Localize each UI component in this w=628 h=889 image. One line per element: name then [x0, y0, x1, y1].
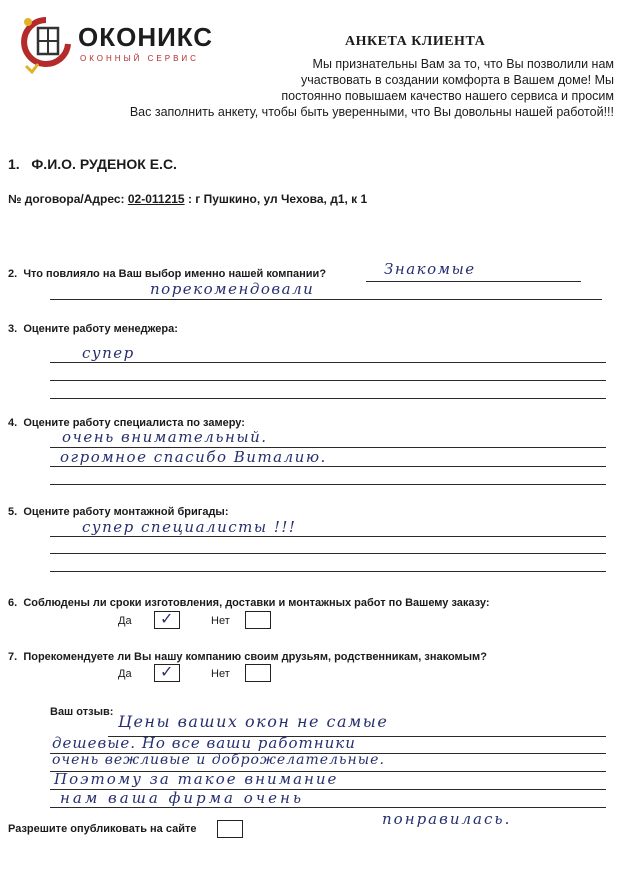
question-text: Соблюдены ли сроки изготовления, доставки и монтажных работ по Вашему заказу:	[23, 597, 490, 609]
answer-line	[50, 466, 606, 467]
question-text: Порекомендуете ли Вы нашу компанию своим друзьям, родственникам, знакомым?	[23, 651, 487, 663]
item-number: 1.	[8, 156, 20, 172]
question-number: 7.	[8, 651, 18, 663]
intro-line: участвовать в создании комфорта в Вашем доме! Мы	[300, 73, 614, 87]
answer-4-line-1: очень внимательный.	[62, 428, 268, 446]
question-3	[8, 323, 178, 335]
review-text-line: нам ваша фирма очень	[60, 789, 305, 807]
question-number: 2.	[8, 268, 18, 280]
publish-label: Разрешите опубликовать на сайте	[8, 823, 197, 835]
logo-tagline: ОКОННЫЙ СЕРВИС	[80, 54, 199, 63]
answer-5: супер специалисты !!!	[82, 518, 297, 536]
publish-checkbox[interactable]	[217, 820, 243, 838]
answer-line	[366, 281, 581, 282]
yes-checkbox[interactable]	[154, 611, 180, 629]
client-address: : г Пушкино, ул Чехова, д1, к 1	[187, 192, 368, 206]
question-number: 3.	[8, 323, 18, 335]
question-7	[8, 651, 487, 663]
check-mark-icon: ✓	[160, 609, 174, 628]
yes-label: Да	[118, 668, 132, 680]
answer-4-line-2: огромное спасибо Виталию.	[60, 448, 327, 466]
client-fio: Ф.И.О. РУДЕНОК Е.С.	[31, 156, 177, 172]
no-checkbox[interactable]	[245, 611, 271, 629]
form-title: АНКЕТА КЛИЕНТА	[345, 34, 486, 49]
answer-line	[50, 571, 606, 572]
answer-line	[50, 398, 606, 399]
question-number: 6.	[8, 597, 18, 609]
review-text-line: дешевые. Но все ваши работники	[52, 734, 356, 752]
check-mark-icon: ✓	[160, 662, 174, 681]
question-number: 5.	[8, 506, 18, 518]
question-5	[8, 506, 228, 518]
review-text-line: Поэтому за такое внимание	[54, 770, 339, 788]
answer-3: супер	[82, 344, 135, 362]
question-number: 4.	[8, 417, 18, 429]
intro-line: Вас заполнить анкету, чтобы быть уверенными, что Вы довольны нашей работой!!!	[129, 105, 614, 119]
question-text: Что повлияло на Ваш выбор именно нашей компании?	[23, 268, 327, 280]
question-text: Оцените работу специалиста по замеру:	[23, 417, 245, 429]
contract-info	[8, 192, 367, 206]
review-line	[50, 807, 606, 808]
intro-line: постоянно повышаем качество нашего сервиса и просим	[281, 89, 614, 103]
question-text: Оцените работу менеджера:	[23, 323, 178, 335]
question-6	[8, 597, 490, 609]
answer-line	[50, 484, 606, 485]
logo-name: ОКОНИКС	[78, 22, 214, 52]
review-text-line: Цены ваших окон не самые	[118, 712, 389, 731]
answer-line	[50, 362, 606, 363]
intro-text	[40, 56, 614, 120]
answer-line	[50, 380, 606, 381]
answer-2-line-2: порекомендовали	[150, 280, 315, 298]
answer-line	[50, 536, 606, 537]
client-name	[8, 156, 177, 172]
review-text-line: очень вежливые и доброжелательные.	[52, 752, 385, 768]
contract-label: № договора/Адрес:	[8, 192, 125, 206]
answer-2-line-1: Знакомые	[384, 260, 476, 278]
review-label: Ваш отзыв:	[50, 706, 114, 718]
no-label: Нет	[211, 615, 230, 627]
yes-checkbox[interactable]	[154, 664, 180, 682]
intro-line: Мы признательны Вам за то, что Вы позволили нам	[312, 57, 614, 71]
review-text-line: понравилась.	[382, 810, 512, 828]
yes-label: Да	[118, 615, 132, 627]
answer-line	[50, 299, 602, 300]
answer-line	[50, 553, 606, 554]
no-label: Нет	[211, 668, 230, 680]
no-checkbox[interactable]	[245, 664, 271, 682]
contract-number: 02-011215	[127, 192, 185, 206]
question-2	[8, 268, 326, 280]
question-text: Оцените работу монтажной бригады:	[23, 506, 229, 518]
